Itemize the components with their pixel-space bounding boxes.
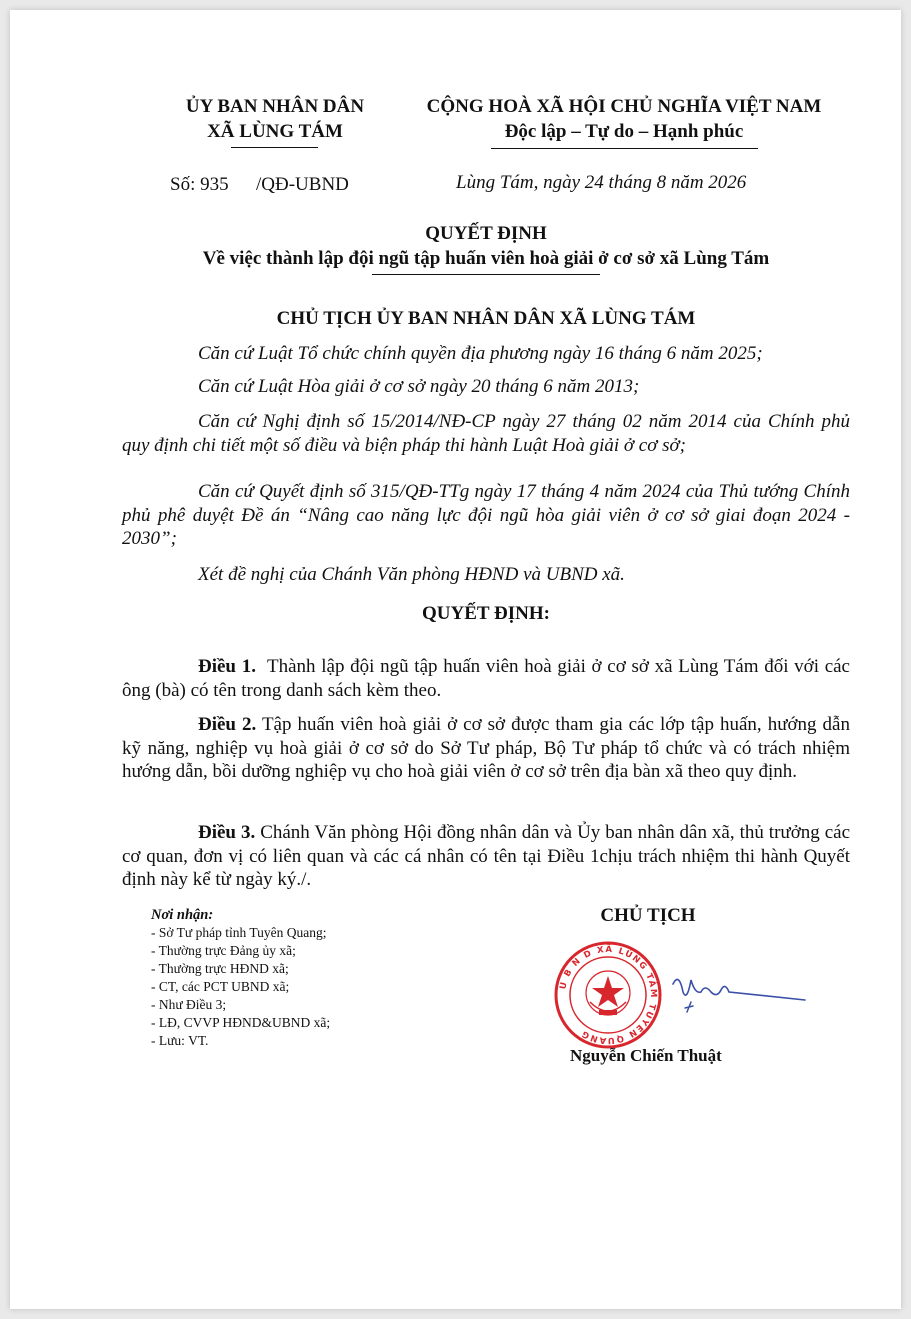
svg-text:U B N D XÃ LÙNG TÁM TUYÊN QUAN: U B N D XÃ LÙNG TÁM TUYÊN QUANG (558, 944, 659, 1046)
recipient-item: - Như Điều 3; (151, 997, 227, 1012)
recipient-item: - Thường trực Đảng ủy xã; (151, 943, 296, 958)
handwritten-signature-icon (665, 962, 815, 1022)
basis-item: Xét đề nghị của Chánh Văn phòng HĐND và UBND xã. (198, 564, 625, 585)
decision-heading: QUYẾT ĐỊNH: (422, 603, 550, 624)
issuer-commune: XÃ LÙNG TÁM (207, 121, 343, 142)
motto-underline (491, 148, 758, 149)
document-subject: Về việc thành lập đội ngũ tập huấn viên hoà giải ở cơ sở xã Lùng Tám (202, 248, 770, 269)
recipient-item: - CT, các PCT UBND xã; (151, 979, 290, 994)
official-seal-icon (553, 940, 663, 1050)
basis-item: Căn cứ Nghị định số 15/2014/NĐ-CP ngày 27 tháng 02 năm 2014 của Chính phủ quy định chi tiết một số điều và biện pháp thi hành Luật Hoà giải ở cơ sở; (122, 411, 850, 456)
place-date: Lùng Tám, ngày 24 tháng 8 năm 2026 (456, 172, 747, 193)
subject-underline (372, 274, 600, 275)
document-title: QUYẾT ĐỊNH (425, 223, 547, 244)
issuer-name: ỦY BAN NHÂN DÂN (185, 96, 365, 117)
doc-number-prefix: Số: 935 (170, 174, 229, 195)
national-title: CỘNG HOÀ XÃ HỘI CHỦ NGHĨA VIỆT NAM (426, 96, 822, 117)
authority-title: CHỦ TỊCH ỦY BAN NHÂN DÂN XÃ LÙNG TÁM (276, 308, 696, 329)
recipient-item: - Thường trực HĐND xã; (151, 961, 289, 976)
article-1: Điều 1. Thành lập đội ngũ tập huấn viên hoà giải ở cơ sở xã Lùng Tám đối với các ông (bà) có tên trong danh sách kèm theo. (122, 656, 850, 701)
recipient-item: - Lưu: VT. (151, 1033, 209, 1048)
recipient-item: - Sở Tư pháp tỉnh Tuyên Quang; (151, 925, 327, 940)
national-motto: Độc lập – Tự do – Hạnh phúc (504, 121, 744, 142)
basis-item: Căn cứ Quyết định số 315/QĐ-TTg ngày 17 tháng 4 năm 2024 của Thủ tướng Chính phủ phê duyệt Đề án “Nâng cao năng lực đội ngũ hòa giải viên ở cơ sở giai đoạn 2024 - 2030”; (122, 481, 850, 549)
basis-item: Căn cứ Luật Hòa giải ở cơ sở ngày 20 tháng 6 năm 2013; (198, 376, 640, 397)
article-2: Điều 2. Tập huấn viên hoà giải ở cơ sở được tham gia các lớp tập huấn, hướng dẫn kỹ năng, nghiệp vụ hoà giải ở cơ sở do Sở Tư pháp, Bộ Tư pháp tổ chức và có trách nhiệm hướng dẫn, bồi dưỡng nghiệp vụ cho hoà giải viên ở cơ sở trên địa bàn xã theo quy định. (122, 714, 850, 782)
doc-number-suffix: /QĐ-UBND (256, 174, 349, 195)
basis-item: Căn cứ Luật Tổ chức chính quyền địa phương ngày 16 tháng 6 năm 2025; (198, 343, 763, 364)
recipients-block (151, 906, 330, 1050)
article-3: Điều 3. Chánh Văn phòng Hội đồng nhân dân và Ủy ban nhân dân xã, thủ trưởng các cơ quan, đơn vị có liên quan và các cá nhân có tên tại Điều 1chịu trách nhiệm thi hành Quyết định này kể từ ngày ký./. (122, 822, 851, 890)
signer-name: Nguyễn Chiến Thuật (570, 1046, 722, 1065)
recipient-item: - LĐ, CVVP HĐND&UBND xã; (151, 1015, 331, 1030)
recipients-title: Nơi nhận: (151, 907, 214, 923)
document-page (10, 10, 901, 1309)
signer-role: CHỦ TỊCH (600, 905, 696, 926)
issuer-underline (231, 147, 318, 148)
